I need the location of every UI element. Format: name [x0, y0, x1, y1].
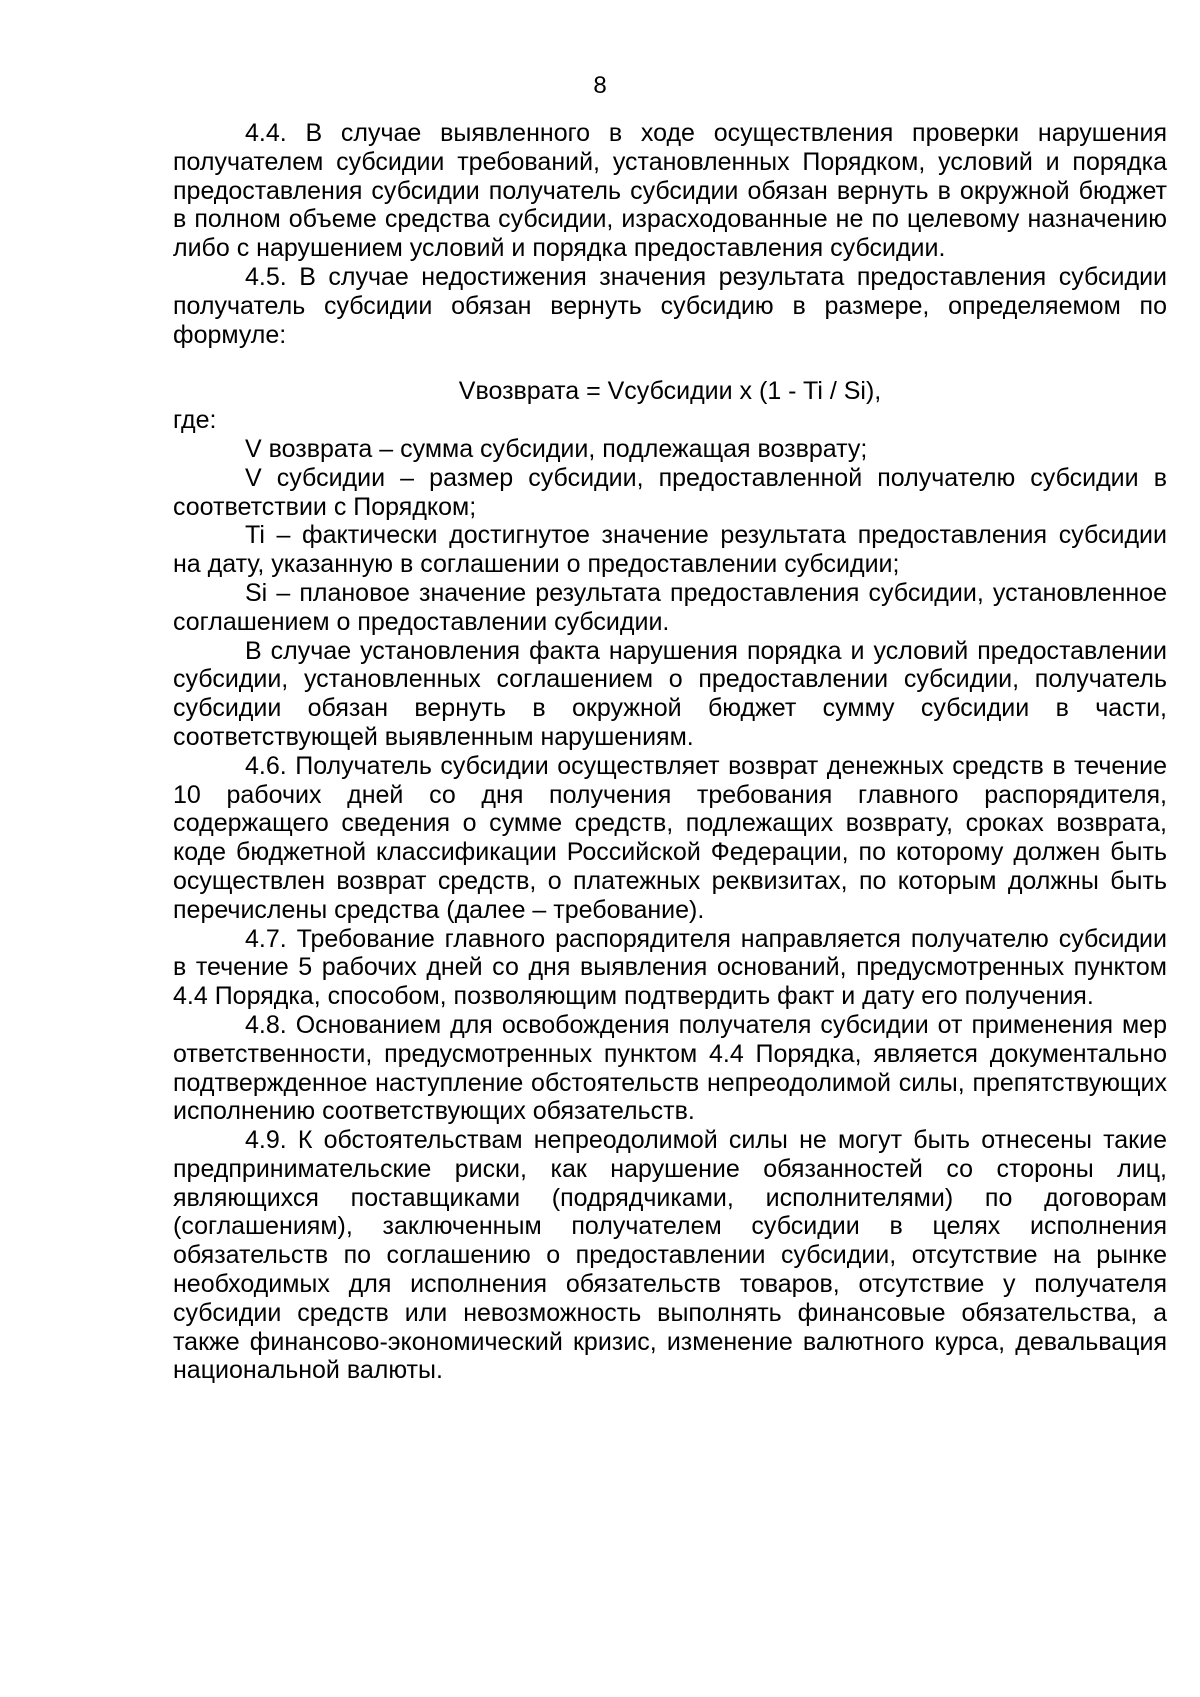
paragraph-4-7: 4.7. Требование главного распорядителя направляется получателю субсидии в течение 5 рабочих дней со дня выявления оснований, предусмотренных пунктом 4.4 Порядка, способом, позволяющим подтвердить факт и дату его получения.: [173, 924, 1167, 1011]
definition-ti: Ti – фактически достигнутое значение результата предоставления субсидии на дату, указанную в соглашении о предоставлении субсидии;: [173, 521, 1167, 579]
document-body: [173, 119, 1167, 1385]
paragraph-4-5: 4.5. В случае недостижения значения результата предоставления субсидии получатель субсидии обязан вернуть субсидию в размере, определяемом по формуле:: [173, 262, 1167, 349]
paragraph-violation: В случае установления факта нарушения порядка и условий предоставлении субсидии, установленных соглашением о предоставлении субсидии, получатель субсидии обязан вернуть в окружной бюджет сумму субсидии в части, соответствующей выявленным нарушениям.: [173, 636, 1167, 751]
paragraph-4-8: 4.8. Основанием для освобождения получателя субсидии от применения мер ответственности, предусмотренных пунктом 4.4 Порядка, является документально подтвержденное наступление обстоятельств непреодолимой силы, препятствующих исполнению соответствующих обязательств.: [173, 1010, 1167, 1126]
definition-si: Si – плановое значение результата предоставления субсидии, установленное соглашением о предоставлении субсидии.: [173, 578, 1167, 636]
paragraph-4-6: 4.6. Получатель субсидии осуществляет возврат денежных средств в течение 10 рабочих дней со дня получения требования главного распорядителя, содержащего сведения о сумме средств, подлежащих возврату, сроках возврата, коде бюджетной классификации Российской Федерации, по которому должен быть осуществлен возврат средств, о платежных реквизитах, по которым должны быть перечислены средства (далее – требование).: [173, 751, 1167, 924]
return-formula: Vвозврата = Vсубсидии x (1 - Ti / Si),: [458, 377, 882, 406]
where-label: где:: [173, 406, 217, 435]
definition-v-subsidy: V субсидии – размер субсидии, предоставленной получателю субсидии в соответствии с Порядком;: [173, 463, 1167, 521]
page-number: 8: [593, 72, 607, 99]
paragraph-4-9: 4.9. К обстоятельствам непреодолимой силы не могут быть отнесены такие предпринимательские риски, как нарушение обязанностей со стороны лиц, являющихся поставщиками (подрядчиками, исполнителями) по договорам (соглашениям), заключенным получателем субсидии в целях исполнения обязательств по соглашению о предоставлении субсидии, отсутствие на рынке необходимых для исполнения обязательств товаров, отсутствие у получателя субсидии средств или невозможность выполнять финансовые обязательства, а также финансово-экономический кризис, изменение валютного курса, девальвация национальной валюты.: [173, 1126, 1167, 1385]
definition-v-return: V возврата – сумма субсидии, подлежащая возврату;: [245, 434, 868, 463]
paragraph-4-4: 4.4. В случае выявленного в ходе осуществления проверки нарушения получателем субсидии требований, установленных Порядком, условий и порядка предоставления субсидии получатель субсидии обязан вернуть в окружной бюджет в полном объеме средства субсидии, израсходованные не по целевому назначению либо с нарушением условий и порядка предоставления субсидии.: [173, 119, 1167, 263]
